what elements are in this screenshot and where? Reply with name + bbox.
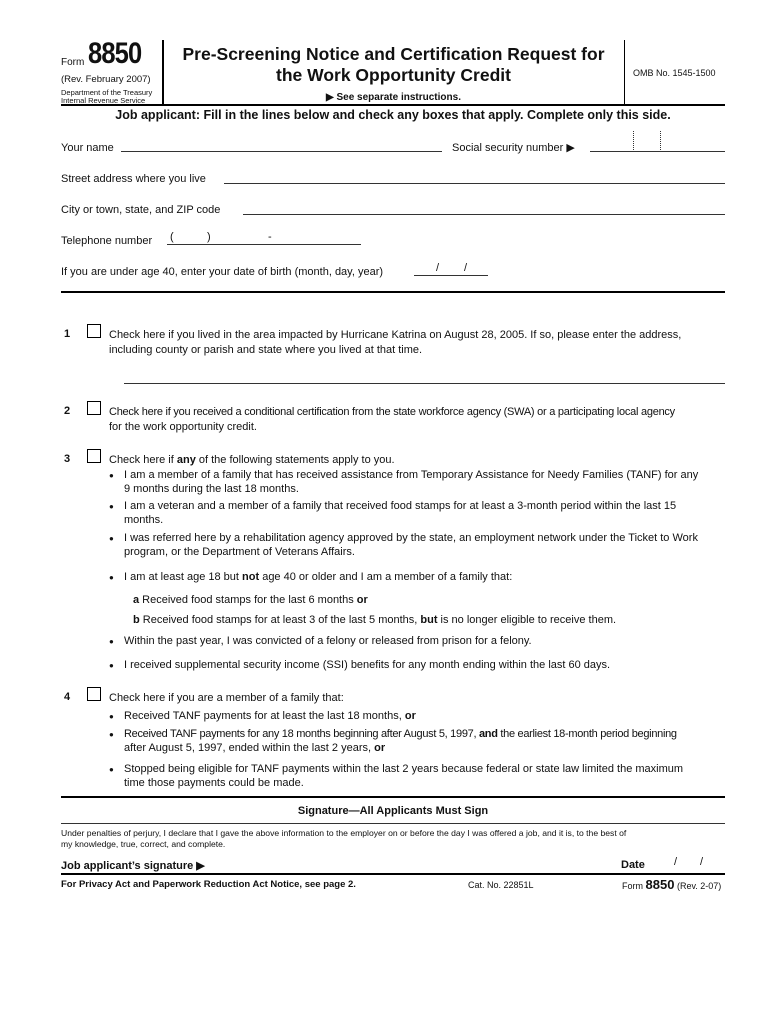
item-3-bullet-1-line-2: 9 months during the last 18 months. (124, 483, 299, 495)
dob-slash-2: / (464, 262, 468, 274)
ssn-label: Social security number ▶ (452, 142, 575, 154)
item-1-text-line-1: Check here if you lived in the area impacted by Hurricane Katrina on August 28, 2005. If so, please enter the address, (109, 329, 682, 341)
item-2-number: 2 (64, 405, 71, 417)
dob-slash-1: / (436, 262, 440, 274)
department-line-1: Department of the Treasury (61, 88, 153, 97)
date-label: Date (621, 859, 645, 871)
fields-bottom-rule (61, 291, 725, 293)
phone-dash: - (268, 231, 272, 243)
department-line-2: Internal Revenue Service (61, 96, 146, 105)
signature-heading-rule (61, 823, 725, 824)
applicant-heading: Job applicant: Fill in the lines below and check any boxes that apply. Complete only this side. (115, 108, 671, 122)
signature-bottom-rule (61, 873, 725, 875)
city-field[interactable] (243, 214, 725, 215)
footer-form-id (622, 877, 721, 892)
item-4-checkbox[interactable] (87, 687, 101, 701)
items-bottom-rule (61, 796, 725, 798)
footer-form-number: 8850 (645, 877, 675, 892)
item-1-checkbox[interactable] (87, 324, 101, 338)
header-bottom-rule (61, 104, 725, 106)
item-3-bullet-3-line-1: ● I was referred here by a rehabilitation agency approved by the state, an employment network under the Ticket to Work (124, 531, 698, 546)
city-label: City or town, state, and ZIP code (61, 204, 221, 216)
item-3-bullet-2-line-2: months. (124, 514, 164, 526)
item-4-bullet-1: ● Received TANF payments for at least the last 18 months, or (124, 709, 416, 724)
street-field[interactable] (224, 183, 725, 184)
item-4-bullet-3-line-2: time those payments could be made. (124, 777, 304, 789)
form-title-line-2: the Work Opportunity Credit (276, 65, 511, 85)
item-2-text-line-2: for the work opportunity credit. (109, 421, 257, 433)
signature-field[interactable] (215, 856, 610, 872)
item-4-text: Check here if you are a member of a family that: (109, 692, 344, 704)
phone-label: Telephone number (61, 235, 153, 247)
signature-heading: Signature—All Applicants Must Sign (297, 805, 489, 817)
name-field[interactable] (121, 151, 442, 152)
date-slash-2: / (700, 856, 704, 868)
dob-field[interactable] (414, 275, 488, 276)
item-3-bullet-4: ● I am at least age 18 but not age 40 or older and I am a member of a family that: (124, 570, 512, 585)
phone-paren-close: ) (207, 231, 211, 243)
item-3-bullet-1-line-1: ● I am a member of a family that has received assistance from Temporary Assistance for Needy Families (TANF) for any (124, 468, 698, 483)
see-instructions: ▶ See separate instructions. (326, 92, 461, 103)
item-3-bullet-6: ● I received supplemental security income (SSI) benefits for any month ending within the last 60 days. (124, 658, 610, 673)
form-label: Form (61, 57, 85, 68)
item-2-text-line-1: Check here if you received a conditional certification from the state workforce agency (SWA) or a participating local agency (109, 406, 675, 418)
item-4-bullet-3-line-1: ● Stopped being eligible for TANF payments within the last 2 years because federal or state law limited the maximum (124, 762, 683, 777)
ssn-separator-1 (633, 131, 634, 150)
date-slash-1: / (674, 856, 678, 868)
phone-paren-open: ( (170, 231, 174, 243)
footer-form-word: Form (622, 881, 643, 891)
ssn-field[interactable] (590, 151, 725, 152)
ssn-separator-2 (660, 131, 661, 150)
revision-date: (Rev. February 2007) (61, 74, 151, 85)
item-1-address-field[interactable] (124, 383, 725, 384)
item-4-number: 4 (64, 691, 71, 703)
item-3-bullet-3-line-2: program, or the Department of Veterans Affairs. (124, 546, 355, 558)
item-4-bullet-2-line-2: after August 5, 1997, ended within the last 2 years, or (124, 742, 386, 754)
item-2-checkbox[interactable] (87, 401, 101, 415)
perjury-statement-line-1: Under penalties of perjury, I declare that I gave the above information to the employer on or before the day I was offered a job, and it is, to the best of (61, 828, 627, 838)
perjury-statement-line-2: my knowledge, true, correct, and complete. (61, 839, 226, 849)
phone-field[interactable] (167, 244, 361, 245)
signature-label: Job applicant’s signature ▶ (61, 860, 205, 872)
street-label: Street address where you live (61, 173, 206, 185)
item-3-sub-b: b Received food stamps for at least 3 of the last 5 months, but is no longer eligible to receive them. (133, 614, 617, 626)
name-label: Your name (61, 142, 114, 154)
footer-rev: (Rev. 2-07) (676, 881, 722, 891)
item-1-number: 1 (64, 328, 71, 340)
item-1-text-line-2: including county or parish and state where you lived at that time. (109, 344, 423, 356)
privacy-notice: For Privacy Act and Paperwork Reduction Act Notice, see page 2. (61, 879, 356, 890)
item-3-number: 3 (64, 453, 71, 465)
form-title-line-1: Pre-Screening Notice and Certification Request for (182, 44, 605, 64)
item-3-text: Check here if any of the following statements apply to you. (109, 454, 395, 466)
date-field[interactable] (655, 856, 725, 872)
item-4-bullet-2-line-1: ● Received TANF payments for any 18 months beginning after August 5, 1997, and the earliest 18-month period beginning (124, 727, 677, 742)
item-3-sub-a: a Received food stamps for the last 6 months or (133, 594, 368, 606)
item-3-bullet-2-line-1: ● I am a veteran and a member of a family that received food stamps for at least a 3-month period within the last 15 (124, 499, 676, 514)
item-3-bullet-5: ● Within the past year, I was convicted of a felony or released from prison for a felony. (124, 634, 532, 649)
omb-number: OMB No. 1545-1500 (633, 68, 716, 78)
form-number: 8850 (88, 37, 142, 70)
dob-label: If you are under age 40, enter your date of birth (month, day, year) (61, 266, 384, 278)
header-divider-right (624, 40, 625, 104)
item-3-checkbox[interactable] (87, 449, 101, 463)
catalog-number: Cat. No. 22851L (468, 880, 534, 890)
